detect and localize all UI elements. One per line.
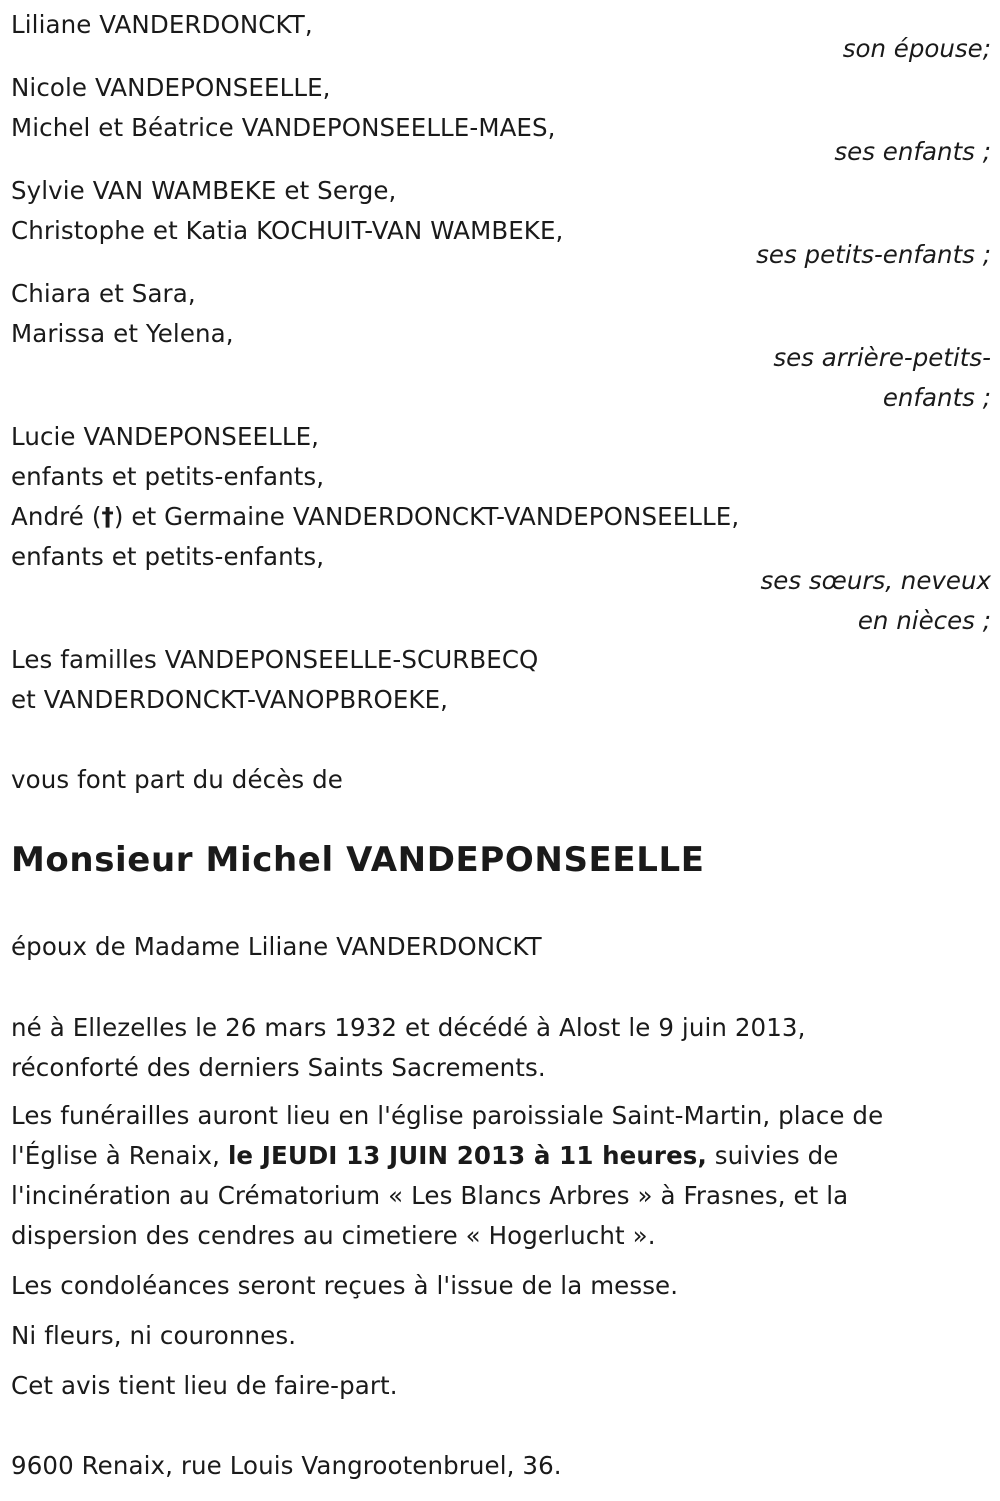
funeral-date: le JEUDI 13 JUIN 2013 à 11 heures, [227,1141,707,1170]
great-grandchild-name: Marissa et Yelena, [11,319,234,348]
sacraments-line: réconforté des derniers Saints Sacrements. [11,1053,546,1082]
sibling-descendants: enfants et petits-enfants, [11,462,325,491]
funeral-place-text: l'Église à Renaix, [11,1141,228,1170]
cross-icon: † [101,502,114,531]
siblings-role: ses sœurs, neveux [760,566,991,595]
sibling-descendants: enfants et petits-enfants, [11,542,325,571]
funeral-date-line [11,1141,838,1171]
sibling-couple-start: André ( [11,502,102,531]
spouse-of: époux de Madame Liliane VANDERDONCKT [11,932,542,961]
great-grandchildren-role: ses arrière-petits- [773,343,991,372]
funeral-line: dispersion des cendres au cimetiere « Hogerlucht ». [11,1221,656,1250]
sibling-couple [11,502,739,532]
notice-note: Cet avis tient lieu de faire-part. [11,1371,398,1400]
sibling-couple-end: ) et Germaine VANDERDONCKT-VANDEPONSEELLE, [113,502,740,531]
great-grandchildren-role-cont: enfants ; [882,383,991,412]
families-line: Les familles VANDEPONSEELLE-SCURBECQ [11,645,539,674]
condolences-note: Les condoléances seront reçues à l'issue de la messe. [11,1271,679,1300]
sibling-name: Lucie VANDEPONSEELLE, [11,422,320,451]
child-name: Michel et Béatrice VANDEPONSEELLE-MAES, [11,113,556,142]
birth-death-line: né à Ellezelles le 26 mars 1932 et décédé à Alost le 9 juin 2013, [11,1013,806,1042]
grandchild-name: Sylvie VAN WAMBEKE et Serge, [11,176,397,205]
children-role: ses enfants ; [834,137,991,166]
siblings-role-cont: en nièces ; [857,606,991,635]
child-name: Nicole VANDEPONSEELLE, [11,73,331,102]
families-line: et VANDERDONCKT-VANOPBROEKE, [11,685,449,714]
grandchild-name: Christophe et Katia KOCHUIT-VAN WAMBEKE, [11,216,564,245]
no-flowers-note: Ni fleurs, ni couronnes. [11,1321,297,1350]
spouse-role: son épouse; [842,34,991,63]
funeral-line: Les funérailles auront lieu en l'église paroissiale Saint-Martin, place de [11,1101,884,1130]
grandchildren-role: ses petits-enfants ; [756,240,991,269]
intro-text: vous font part du décès de [11,765,343,794]
funeral-continuation: suivies de [706,1141,839,1170]
address: 9600 Renaix, rue Louis Vangrootenbruel, 36. [11,1451,562,1480]
deceased-name: Monsieur Michel VANDEPONSEELLE [11,840,705,880]
spouse-name: Liliane VANDERDONCKT, [11,10,313,39]
great-grandchild-name: Chiara et Sara, [11,279,196,308]
funeral-line: l'incinération au Crématorium « Les Blancs Arbres » à Frasnes, et la [11,1181,849,1210]
